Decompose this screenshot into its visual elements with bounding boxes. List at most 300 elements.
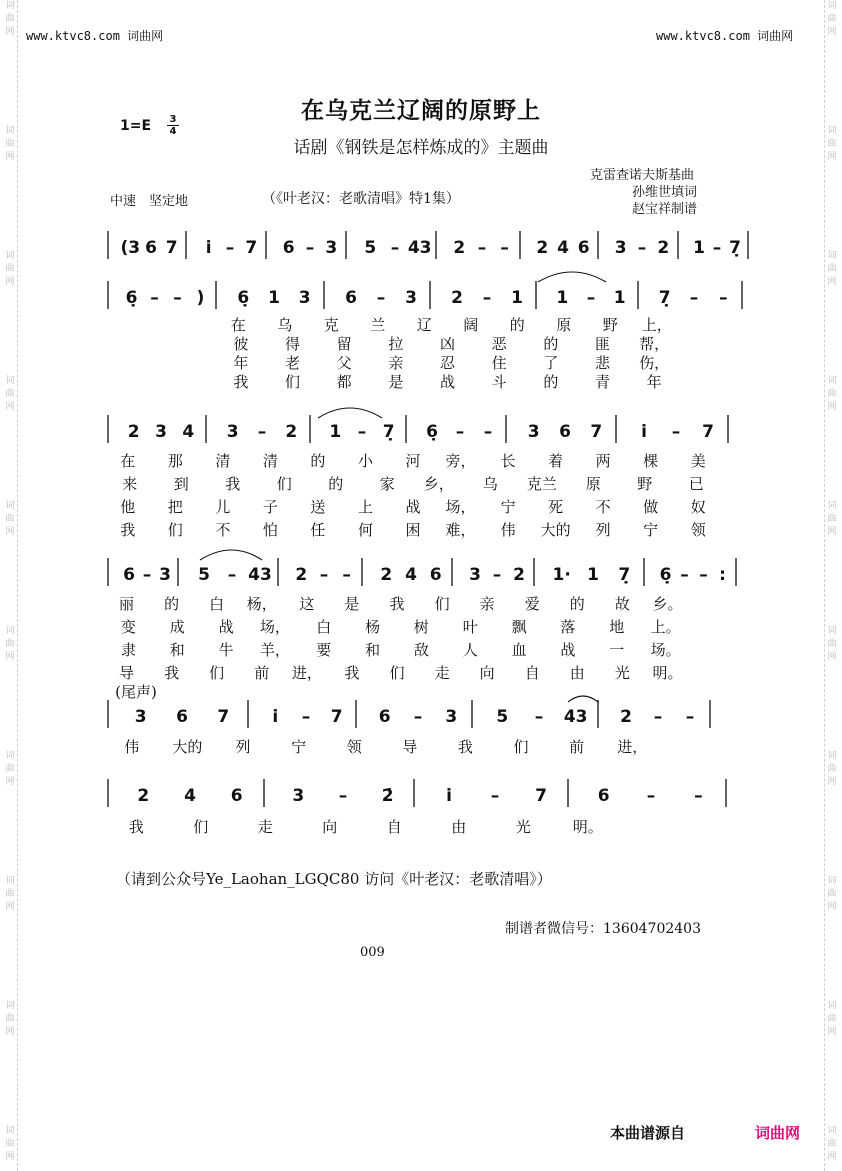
jianpu-note: 6 bbox=[577, 238, 590, 258]
watermark-char: 网 bbox=[5, 527, 15, 537]
lyric-syllable: 凶 bbox=[439, 335, 456, 353]
source-site-link[interactable]: 词曲网 bbox=[755, 1124, 801, 1142]
lyric-syllable: 我 bbox=[225, 475, 241, 493]
lyric-syllable: 领 bbox=[346, 738, 362, 756]
lyric-syllable: 叶 bbox=[462, 618, 478, 636]
lyric-syllable: 那 bbox=[167, 452, 183, 470]
watermark-char: 词 bbox=[5, 376, 15, 386]
lyric-syllable: 明。 bbox=[652, 664, 683, 682]
jianpu-note: 1 bbox=[329, 422, 342, 442]
song-subtitle: 话剧《钢铁是怎样炼成的》主题曲 bbox=[293, 138, 549, 158]
lyric-syllable: 前 bbox=[254, 664, 270, 682]
watermark-char: 曲 bbox=[827, 1139, 837, 1149]
watermark-char: 曲 bbox=[5, 264, 15, 274]
jianpu-note: 1 bbox=[511, 288, 523, 308]
lyric-syllable: 们 bbox=[284, 373, 301, 391]
lyric-syllable: 战 bbox=[560, 641, 576, 659]
jianpu-note: i̇ bbox=[446, 786, 452, 806]
watermark-char: 网 bbox=[5, 1027, 15, 1037]
lyric-syllable: 乌 bbox=[482, 475, 498, 493]
lyric-syllable: 家 bbox=[379, 475, 395, 493]
jianpu-note: – bbox=[376, 288, 386, 308]
lyric-syllable: 到 bbox=[173, 475, 189, 493]
lyric-syllable: 丽 bbox=[119, 595, 135, 613]
lyric-syllable: 场。 bbox=[650, 641, 681, 659]
lyric-syllable: 战 bbox=[405, 498, 421, 516]
lyric-syllable: 困 bbox=[405, 521, 421, 539]
watermark-char: 词 bbox=[827, 1126, 837, 1136]
lyric-syllable: 悲 bbox=[594, 354, 611, 372]
lyric-syllable: 隶 bbox=[120, 641, 136, 659]
jianpu-note: (3 bbox=[120, 238, 141, 258]
lyricist-credit: 孙维世填词 bbox=[632, 185, 698, 200]
jianpu-note: – bbox=[301, 707, 311, 727]
lyric-syllable: 子 bbox=[262, 498, 278, 516]
watermark-char: 网 bbox=[827, 527, 837, 537]
jianpu-note: 3 bbox=[527, 422, 540, 442]
lyric-syllable: 和 bbox=[365, 641, 381, 659]
jianpu-note: 3 bbox=[469, 565, 481, 585]
jianpu-note: – bbox=[653, 707, 663, 727]
jianpu-note: i̇ bbox=[641, 422, 647, 442]
watermark-char: 曲 bbox=[827, 764, 837, 774]
jianpu-note: 7̣ bbox=[729, 238, 741, 258]
jianpu-note: 1 bbox=[587, 565, 599, 585]
lyric-syllable: 树 bbox=[413, 618, 429, 636]
lyric-syllable: 上， bbox=[641, 316, 672, 334]
lyric-syllable: 们 bbox=[389, 664, 405, 682]
jianpu-note: 2 bbox=[285, 422, 298, 442]
jianpu-note: 43 bbox=[563, 707, 588, 727]
lyric-syllable: 的 bbox=[543, 373, 559, 391]
watermark-char: 曲 bbox=[827, 639, 837, 649]
jianpu-note: 6 bbox=[123, 565, 135, 585]
watermark-char: 词 bbox=[5, 1, 15, 11]
jianpu-note: 6̣ bbox=[237, 288, 250, 308]
jianpu-note: 6 bbox=[559, 422, 571, 442]
watermark-char: 词 bbox=[827, 376, 837, 386]
jianpu-note: 2 bbox=[657, 238, 670, 258]
slur-row2 bbox=[538, 272, 606, 282]
lyric-syllable: 怕 bbox=[262, 521, 278, 539]
jianpu-note: – bbox=[671, 422, 681, 442]
jianpu-note: – bbox=[338, 786, 348, 806]
watermark-char: 网 bbox=[827, 902, 837, 912]
jianpu-note: 6 bbox=[230, 786, 243, 806]
jianpu-note: 5 bbox=[496, 707, 509, 727]
jianpu-note: 2̇ bbox=[381, 786, 394, 806]
watermark-char: 网 bbox=[827, 1027, 837, 1037]
lyric-syllable: 儿 bbox=[215, 498, 231, 516]
composer-credit: 克雷查诺夫斯基曲 bbox=[590, 168, 695, 183]
watermark-char: 词 bbox=[5, 126, 15, 136]
watermark-char: 网 bbox=[5, 277, 15, 287]
watermark-char: 网 bbox=[827, 777, 837, 787]
lyric-syllable: 白 bbox=[316, 618, 332, 636]
jianpu-note: i̇ bbox=[272, 707, 279, 727]
lyric-syllable: 宁 bbox=[643, 521, 659, 539]
lyric-syllable: 伤， bbox=[639, 354, 670, 372]
watermark-char: 曲 bbox=[827, 14, 837, 24]
jianpu-note: – bbox=[694, 786, 703, 806]
lyric-syllable: 导 bbox=[402, 738, 418, 756]
transcriber-credit: 赵宝祥制谱 bbox=[632, 202, 698, 217]
jianpu-note: : bbox=[719, 565, 726, 585]
lyric-syllable: 着 bbox=[548, 452, 564, 470]
lyric-syllable: 克兰 bbox=[526, 475, 557, 493]
lyric-syllable: 是 bbox=[344, 595, 360, 613]
lyric-syllable: 青 bbox=[594, 373, 611, 391]
jianpu-note: 6 bbox=[429, 565, 442, 585]
lyric-syllable: 自 bbox=[524, 664, 540, 682]
lyric-syllable: 列 bbox=[235, 738, 251, 756]
lyric-syllable: 的 bbox=[328, 475, 344, 493]
watermark-char: 曲 bbox=[5, 139, 15, 149]
jianpu-note: – bbox=[637, 238, 647, 258]
lyric-syllable: 们 bbox=[193, 818, 209, 836]
watermark-char: 曲 bbox=[827, 514, 837, 524]
lyric-syllable: 父 bbox=[336, 354, 352, 372]
jianpu-note: – bbox=[173, 288, 182, 308]
jianpu-note: – bbox=[646, 786, 656, 806]
lyric-syllable: 我 bbox=[457, 738, 473, 756]
watermark-char: 网 bbox=[827, 277, 837, 287]
lyric-syllable: 我 bbox=[128, 818, 144, 836]
jianpu-note: 2 bbox=[513, 565, 525, 585]
lyric-syllable: 忍 bbox=[439, 354, 456, 372]
lyric-syllable: 成 bbox=[169, 618, 185, 636]
lyric-syllable: 得 bbox=[284, 335, 301, 353]
watermark-char: 词 bbox=[827, 501, 837, 511]
jianpu-note: 6 bbox=[145, 238, 157, 258]
watermark-char: 词 bbox=[5, 501, 15, 511]
lyric-syllable: 乡， bbox=[423, 475, 454, 493]
jianpu-note: 2 bbox=[451, 288, 463, 308]
jianpu-note: 7̣ bbox=[658, 288, 671, 308]
lyric-syllable: 美 bbox=[690, 452, 706, 470]
jianpu-note: – bbox=[257, 422, 267, 442]
lyric-syllable: 做 bbox=[643, 498, 659, 516]
jianpu-note: 3 bbox=[155, 422, 167, 442]
jianpu-note: 4 bbox=[184, 786, 196, 806]
jianpu-note: 7 bbox=[535, 786, 547, 806]
lyric-syllable: 战 bbox=[218, 618, 234, 636]
lyric-syllable: 任 bbox=[310, 521, 326, 539]
watermark-char: 曲 bbox=[827, 264, 837, 274]
jianpu-note: 4 bbox=[405, 565, 417, 585]
lyric-syllable: 这 bbox=[299, 595, 315, 613]
jianpu-note: – bbox=[225, 238, 235, 258]
coda-label: (尾声) bbox=[115, 683, 157, 701]
jianpu-note: – bbox=[492, 565, 502, 585]
lyric-syllable: 我 bbox=[389, 595, 405, 613]
lyric-syllable: 匪 bbox=[594, 335, 611, 353]
lyric-syllable: 的 bbox=[310, 452, 326, 470]
jianpu-note: 3 bbox=[614, 238, 627, 258]
lyric-syllable: 羊， bbox=[259, 641, 290, 659]
jianpu-note: – bbox=[699, 565, 708, 585]
lyric-syllable: 血 bbox=[511, 641, 527, 659]
lyric-syllable: 小 bbox=[357, 452, 373, 470]
watermark-char: 曲 bbox=[827, 1014, 837, 1024]
jianpu-note: 6 bbox=[345, 288, 357, 308]
jianpu-note: 1 bbox=[268, 288, 280, 308]
lyric-syllable: 向 bbox=[479, 664, 495, 682]
jianpu-note: – bbox=[534, 707, 544, 727]
jianpu-note: 43 bbox=[407, 238, 432, 258]
lyric-syllable: 留 bbox=[336, 335, 352, 353]
lyric-syllable: 们 bbox=[276, 475, 292, 493]
jianpu-note: – bbox=[227, 565, 237, 585]
jianpu-note: – bbox=[413, 707, 423, 727]
jianpu-note: – bbox=[305, 238, 315, 258]
lyric-syllable: 原 bbox=[556, 316, 572, 334]
jianpu-note: – bbox=[342, 565, 351, 585]
lyric-syllable: 敌 bbox=[413, 641, 429, 659]
watermark-char: 词 bbox=[827, 251, 837, 261]
jianpu-note: 1 bbox=[556, 288, 569, 308]
jianpu-note: 5 bbox=[198, 565, 210, 585]
lyric-syllable: 已 bbox=[688, 475, 704, 493]
jianpu-note: ) bbox=[196, 288, 205, 308]
lyric-syllable: 清 bbox=[262, 452, 278, 470]
lyric-syllable: 河 bbox=[405, 452, 421, 470]
lyric-syllable: 飘 bbox=[511, 618, 527, 636]
lyric-syllable: 大的 bbox=[540, 521, 571, 539]
watermark-char: 网 bbox=[5, 902, 15, 912]
watermark-char: 曲 bbox=[827, 139, 837, 149]
lyric-syllable: 野 bbox=[602, 316, 618, 334]
watermark-char: 网 bbox=[827, 27, 837, 37]
watermark-char: 词 bbox=[5, 876, 15, 886]
watermark-char: 曲 bbox=[827, 389, 837, 399]
lyric-syllable: 落 bbox=[560, 618, 576, 636]
jianpu-note: – bbox=[490, 786, 500, 806]
lyric-syllable: 是 bbox=[388, 373, 404, 391]
lyric-syllable: 变 bbox=[120, 618, 136, 636]
jianpu-note: 3 bbox=[226, 422, 239, 442]
lyric-syllable: 乌 bbox=[277, 316, 293, 334]
jianpu-note: 7 bbox=[330, 707, 343, 727]
jianpu-note: 3 bbox=[405, 288, 417, 308]
jianpu-note: 7 bbox=[217, 707, 230, 727]
collection-label: （《叶老汉：老歌清唱》特1集） bbox=[262, 191, 460, 207]
watermark-char: 曲 bbox=[5, 514, 15, 524]
lyric-syllable: 我 bbox=[120, 521, 136, 539]
jianpu-note: 3 bbox=[445, 707, 458, 727]
jianpu-note: 3 bbox=[325, 238, 338, 258]
jianpu-note: – bbox=[586, 288, 596, 308]
lyric-syllable: 向 bbox=[322, 818, 338, 836]
watermark-char: 网 bbox=[827, 1152, 837, 1162]
lyric-syllable: 乡。 bbox=[652, 595, 683, 613]
jianpu-note: 2 bbox=[137, 786, 150, 806]
watermark-char: 曲 bbox=[5, 1139, 15, 1149]
lyric-syllable: 一 bbox=[609, 641, 625, 659]
jianpu-note: – bbox=[455, 422, 465, 442]
watermark-char: 词 bbox=[5, 751, 15, 761]
jianpu-note: 2 bbox=[536, 238, 549, 258]
lyric-syllable: 不 bbox=[595, 498, 611, 516]
footer-note: （请到公众号Ye_Laohan_LGQC80 访问《叶老汉：老歌清唱》） bbox=[116, 870, 552, 888]
jianpu-note: 1 bbox=[613, 288, 626, 308]
lyric-syllable: 原 bbox=[585, 475, 601, 493]
jianpu-note: – bbox=[483, 422, 493, 442]
lyric-syllable: 走 bbox=[257, 818, 273, 836]
lyric-syllable: 辽 bbox=[416, 316, 432, 334]
key-signature: 1=E bbox=[120, 118, 152, 134]
jianpu-note: 7 bbox=[165, 238, 178, 258]
lyric-syllable: 恶 bbox=[491, 335, 507, 353]
jianpu-note: 2 bbox=[453, 238, 466, 258]
lyric-syllable: 领 bbox=[690, 521, 706, 539]
lyric-syllable: 了 bbox=[543, 354, 559, 372]
site-watermark-right: www.ktvc8.com 词曲网 bbox=[656, 29, 794, 43]
watermark-char: 网 bbox=[5, 27, 15, 37]
lyric-syllable: 两 bbox=[595, 452, 611, 470]
lyric-syllable: 光 bbox=[614, 664, 630, 682]
watermark-char: 词 bbox=[827, 626, 837, 636]
lyric-syllable: 白 bbox=[209, 595, 225, 613]
watermark-char: 曲 bbox=[5, 889, 15, 899]
lyric-syllable: 和 bbox=[169, 641, 185, 659]
jianpu-note: 2 bbox=[127, 422, 140, 442]
slur-row5 bbox=[568, 696, 598, 702]
lyric-syllable: 送 bbox=[310, 498, 326, 516]
lyric-syllable: 上。 bbox=[650, 618, 681, 636]
lyric-syllable: 们 bbox=[513, 738, 529, 756]
jianpu-note: 6 bbox=[378, 707, 391, 727]
lyric-syllable: 清 bbox=[215, 452, 231, 470]
lyric-syllable: 难， bbox=[445, 521, 476, 539]
watermark-char: 网 bbox=[5, 652, 15, 662]
watermark-char: 词 bbox=[5, 1126, 15, 1136]
watermark-char: 词 bbox=[5, 626, 15, 636]
lyric-syllable: 故 bbox=[614, 595, 630, 613]
jianpu-note: – bbox=[477, 238, 487, 258]
lyric-syllable: 帮， bbox=[639, 335, 670, 353]
watermark-char: 曲 bbox=[5, 764, 15, 774]
watermark-char: 网 bbox=[827, 652, 837, 662]
lyric-syllable: 自 bbox=[386, 818, 402, 836]
jianpu-note: – bbox=[712, 238, 722, 258]
lyric-syllable: 都 bbox=[336, 373, 352, 391]
jianpu-note: – bbox=[150, 288, 159, 308]
lyric-syllable: 要 bbox=[316, 641, 332, 659]
lyric-syllable: 在 bbox=[230, 316, 246, 334]
watermark-char: 词 bbox=[827, 1, 837, 11]
lyric-syllable: 年 bbox=[646, 373, 662, 391]
watermark-char: 曲 bbox=[5, 639, 15, 649]
lyric-syllable: 克 bbox=[323, 316, 339, 334]
lyric-syllable: 拉 bbox=[388, 335, 404, 353]
lyric-syllable: 彼 bbox=[233, 335, 249, 353]
song-title: 在乌克兰辽阔的原野上 bbox=[301, 98, 541, 124]
jianpu-note: 6 bbox=[597, 786, 610, 806]
jianpu-note: 2 bbox=[295, 565, 308, 585]
lyric-syllable: 我 bbox=[164, 664, 180, 682]
lyric-syllable: 斗 bbox=[491, 373, 507, 391]
lyric-syllable: 牛 bbox=[218, 641, 234, 659]
lyric-syllable: 不 bbox=[215, 521, 231, 539]
lyric-syllable: 住 bbox=[491, 354, 507, 372]
lyric-syllable: 列 bbox=[595, 521, 611, 539]
jianpu-note: – bbox=[689, 288, 699, 308]
jianpu-note: – bbox=[500, 238, 509, 258]
jianpu-note: 1 bbox=[693, 238, 705, 258]
lyric-syllable: 场， bbox=[259, 618, 290, 636]
jianpu-note: i̇ bbox=[205, 238, 212, 258]
lyric-syllable: 阔 bbox=[463, 316, 479, 334]
jianpu-note: 3 bbox=[159, 565, 171, 585]
jianpu-note: 6 bbox=[282, 238, 295, 258]
jianpu-note: 6 bbox=[176, 707, 188, 727]
watermark-char: 网 bbox=[5, 1152, 15, 1162]
watermark-char: 曲 bbox=[5, 14, 15, 24]
jianpu-note: – bbox=[390, 238, 400, 258]
lyric-syllable: 光 bbox=[515, 818, 531, 836]
lyric-syllable: 的 bbox=[569, 595, 585, 613]
watermark-char: 网 bbox=[5, 152, 15, 162]
lyric-syllable: 爱 bbox=[524, 595, 540, 613]
lyric-syllable: 年 bbox=[233, 354, 249, 372]
jianpu-note: – bbox=[142, 565, 152, 585]
watermark-char: 词 bbox=[827, 876, 837, 886]
lyric-syllable: 进， bbox=[291, 664, 322, 682]
wechat-id: 制谱者微信号：13604702403 bbox=[505, 921, 701, 937]
lyric-syllable: 兰 bbox=[370, 316, 386, 334]
watermark-char: 词 bbox=[827, 126, 837, 136]
watermark-char: 曲 bbox=[5, 389, 15, 399]
watermark-char: 网 bbox=[5, 402, 15, 412]
jianpu-note: 6̣ bbox=[659, 565, 672, 585]
watermark-char: 词 bbox=[827, 1001, 837, 1011]
meter-top: 3 bbox=[169, 114, 177, 125]
jianpu-note: 1· bbox=[552, 565, 571, 585]
lyric-syllable: 亲 bbox=[479, 595, 495, 613]
lyric-syllable: 的 bbox=[509, 316, 525, 334]
lyric-syllable: 们 bbox=[167, 521, 183, 539]
lyric-syllable: 死 bbox=[548, 498, 564, 516]
jianpu-note: – bbox=[685, 707, 695, 727]
lyric-syllable: 我 bbox=[233, 373, 249, 391]
lyric-syllable: 场， bbox=[445, 498, 476, 516]
watermark-char: 曲 bbox=[827, 889, 837, 899]
watermark-char: 词 bbox=[5, 1001, 15, 1011]
source-label: 本曲谱源自 bbox=[610, 1124, 686, 1142]
jianpu-note: – bbox=[482, 288, 492, 308]
jianpu-note: 4 bbox=[557, 238, 569, 258]
lyric-syllable: 我 bbox=[344, 664, 360, 682]
jianpu-note: – bbox=[357, 422, 367, 442]
lyric-syllable: 的 bbox=[543, 335, 559, 353]
lyric-syllable: 战 bbox=[439, 373, 456, 391]
jianpu-note: 7 bbox=[702, 422, 714, 442]
lyric-syllable: 在 bbox=[120, 452, 136, 470]
lyric-syllable: 宁 bbox=[500, 498, 516, 516]
jianpu-note: 7̣ bbox=[618, 565, 631, 585]
watermark-char: 曲 bbox=[5, 1014, 15, 1024]
lyric-syllable: 他 bbox=[120, 498, 136, 516]
jianpu-note: 7 bbox=[590, 422, 603, 442]
lyric-syllable: 由 bbox=[569, 664, 585, 682]
jianpu-note: 7 bbox=[245, 238, 258, 258]
lyric-syllable: 杨， bbox=[246, 595, 277, 613]
lyric-syllable: 宁 bbox=[291, 738, 307, 756]
jianpu-note: 7̣ bbox=[382, 422, 395, 442]
lyric-syllable: 前 bbox=[569, 738, 585, 756]
lyric-syllable: 野 bbox=[637, 475, 653, 493]
